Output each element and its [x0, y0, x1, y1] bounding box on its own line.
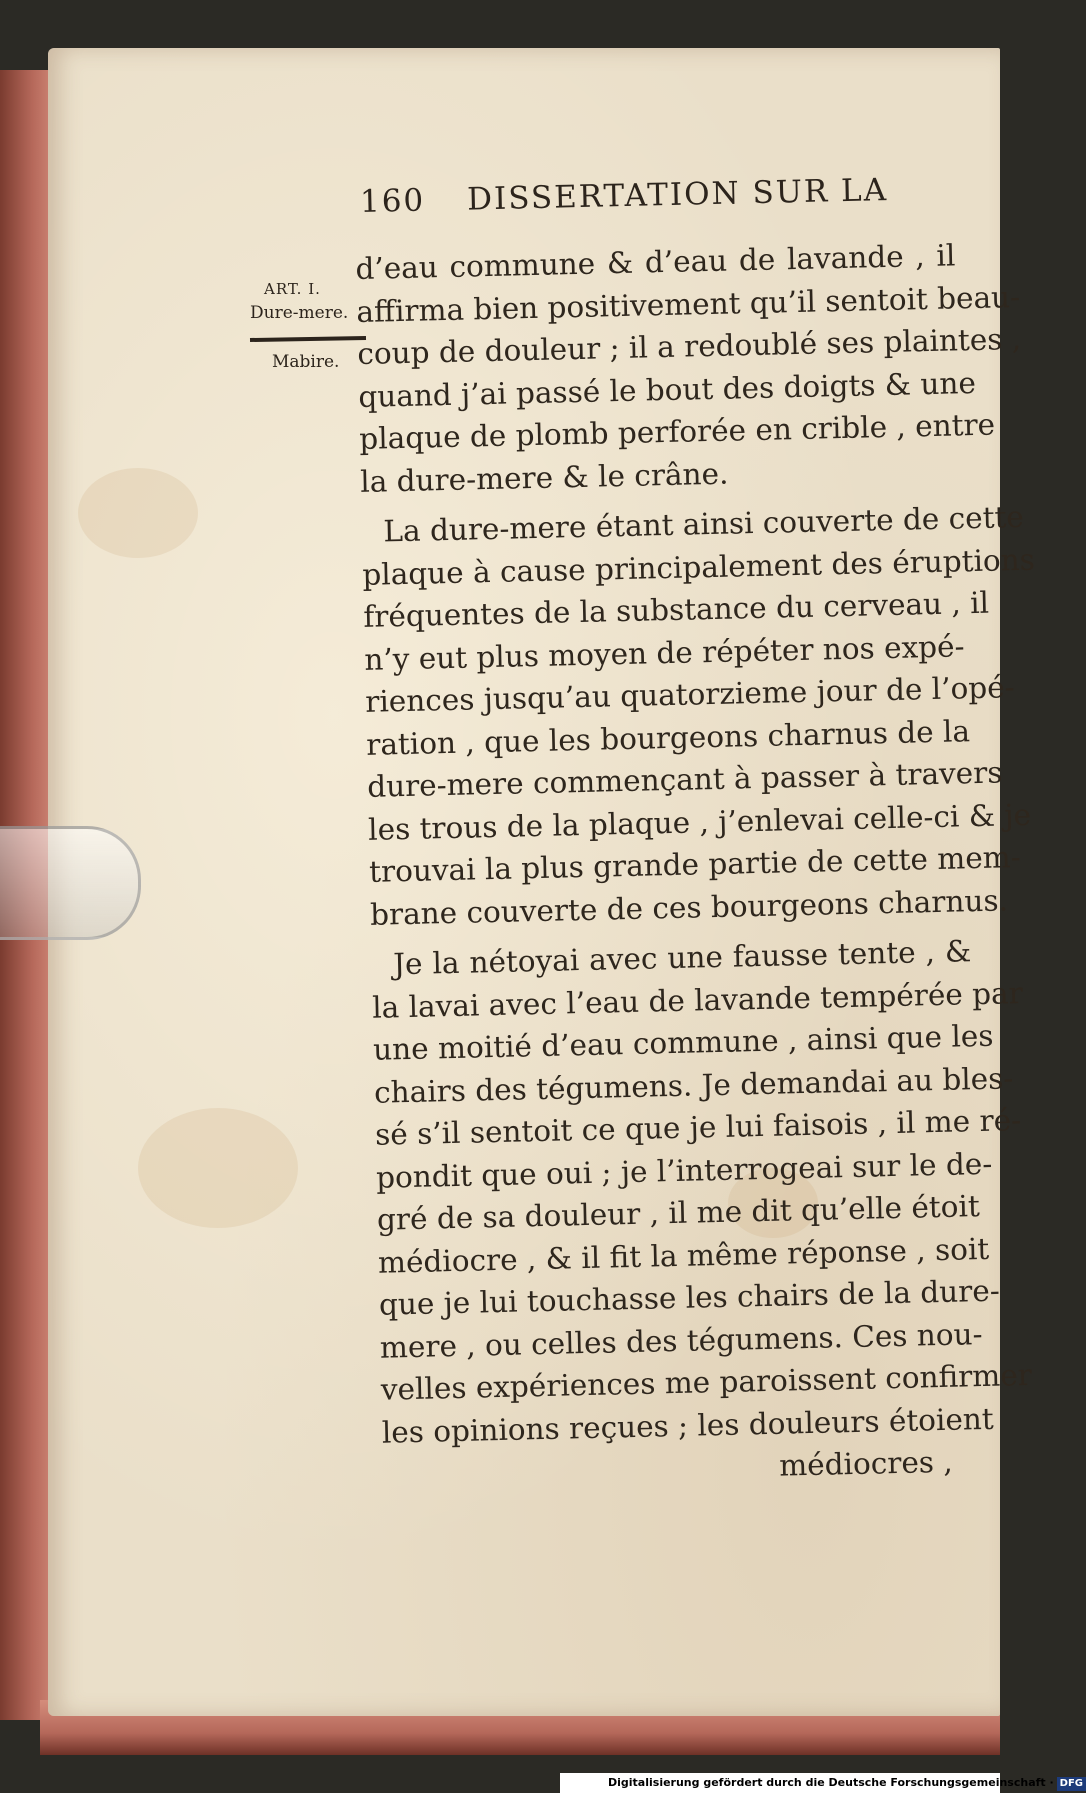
text-line: ration , que les bourgeons charnus de la [365, 713, 971, 762]
text-line: gré de sa douleur , il me dit qu’elle étoit [376, 1189, 981, 1237]
text-line: les trous de la plaque , j’enlevai celle-ci & je [367, 797, 1032, 847]
text-line: une moitié d’eau commune , ainsi que les [372, 1018, 994, 1067]
text-line: velles expériences me paroissent confirmer [380, 1357, 1033, 1407]
text-line: coup de douleur ; il a redoublé ses plaintes , [357, 321, 1022, 371]
paper-stain [78, 468, 198, 558]
text-line: la lavai avec l’eau de lavande tempérée par [371, 975, 1024, 1025]
bookmark-tab [0, 826, 141, 940]
text-line: plaque de plomb perforée en crible , entre [358, 407, 996, 456]
text-line: fréquentes de la substance du cerveau , il [362, 585, 990, 634]
catchword: médiocres , [778, 1444, 954, 1483]
dfg-logo: DFG [1057, 1777, 1086, 1791]
text-line: d’eau commune & d’eau de lavande , il [355, 238, 956, 286]
text-line: affirma bien positivement qu’il sentoit beau- [356, 279, 1021, 329]
text-line: sé s’il sentoit ce que je lui faisois , il me ré- [374, 1103, 1022, 1152]
running-title: DISSERTATION SUR LA [466, 172, 889, 218]
text-line: La dure-mere étant ainsi couverte de cette [383, 499, 1025, 549]
text-line: riences jusqu’au quatorzieme jour de l’opé- [364, 670, 1015, 719]
text-line: la dure-mere & le crâne. [359, 456, 729, 499]
text-line: quand j’ai passé le bout des doigts & une [357, 365, 977, 414]
text-line: pondit que oui ; je l’interrogeai sur le de- [375, 1146, 993, 1195]
text-line: mere , ou celles des tégumens. Ces nou- [379, 1316, 983, 1365]
margin-note-author: Mabire. [272, 352, 340, 372]
page-number: 160 [359, 182, 426, 220]
text-line: brane couverte de ces bourgeons charnus. [369, 882, 1009, 932]
margin-note-article: ART. I. [264, 280, 321, 298]
digitization-footer [560, 1773, 1084, 1793]
text-line: n’y eut plus moyen de répéter nos expé- [363, 628, 965, 677]
margin-note-subject: Dure-mere. [250, 303, 349, 323]
footer-text: Digitalisierung gefördert durch die Deutsche Forschungsgemeinschaft · [608, 1776, 1054, 1789]
text-line: les opinions reçues ; les douleurs étoient [381, 1401, 995, 1450]
text-line: médiocre , & il fit la même réponse , soit [377, 1231, 990, 1280]
text-line: Je la nétoyai avec une fausse tente , & [392, 934, 972, 982]
paper-stain [138, 1108, 298, 1228]
body-text [355, 234, 1036, 1496]
text-line: plaque à cause principalement des éruptions [362, 542, 1036, 592]
text-line: trouvai la plus grande partie de cette mem- [368, 840, 1021, 889]
text-line: chairs des tégumens. Je demandai au bles- [373, 1060, 1014, 1110]
text-line: dure-mere commençant à passer à travers [366, 755, 1003, 804]
text-line: que je lui touchasse les chairs de la dure- [378, 1273, 1001, 1322]
